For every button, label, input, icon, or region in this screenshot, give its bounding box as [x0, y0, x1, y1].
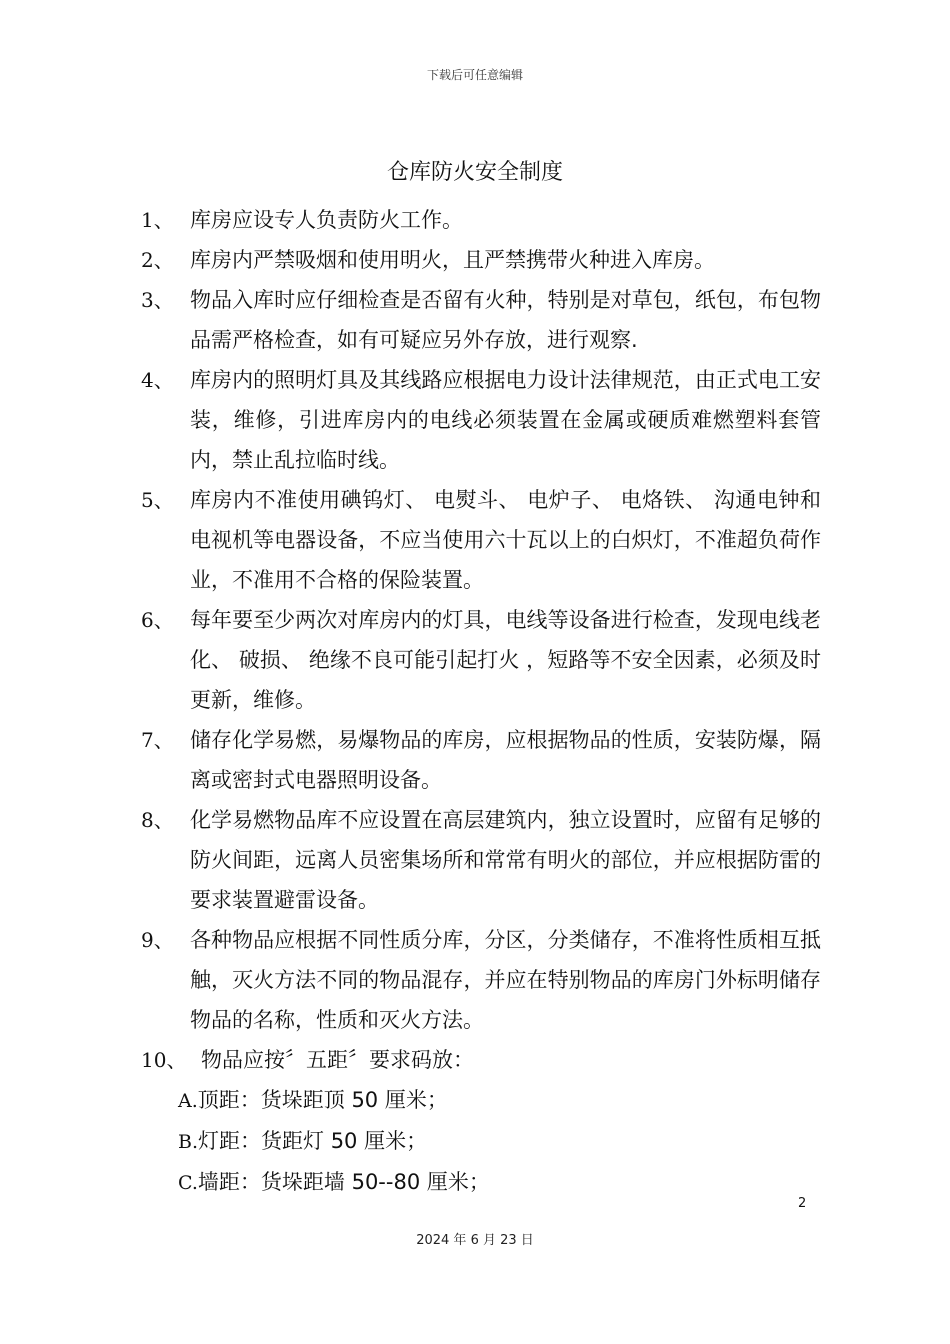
list-item	[141, 920, 821, 1040]
item-text: 库房内不准使用碘钨灯、 电熨斗、 电炉子、 电烙铁、 沟通电钟和电视机等电器设备，不应当使用六十瓦以上的白炽灯，不准超负荷作业，不准用不合格的保险装置。	[190, 488, 821, 592]
item-number: 7、	[141, 728, 174, 752]
page-header: 下载后可任意编辑	[426, 68, 523, 82]
item-text: 各种物品应根据不同性质分库，分区，分类储存，不准将性质相互抵触，灭火方法不同的物品混存，并应在特别物品的库房门外标明储存物品的名称，性质和灭火方法。	[190, 928, 821, 1032]
item-number: 4、	[141, 368, 174, 392]
item-text: 库房应设专人负责防火工作。	[190, 208, 463, 232]
sub-item-text: 墙距：货垛距墙 50--80 厘米；	[197, 1170, 490, 1194]
sub-item	[178, 1162, 821, 1203]
list-item	[141, 280, 821, 360]
list-item	[141, 600, 821, 720]
page-number: 2	[798, 1196, 807, 1211]
sub-item-label: C.	[178, 1172, 198, 1194]
item-number: 6、	[141, 608, 174, 632]
list-item	[141, 1040, 821, 1080]
list-item	[141, 480, 821, 600]
list-item	[141, 800, 821, 920]
list-item	[141, 240, 821, 280]
sub-item-label: B.	[178, 1131, 199, 1153]
item-number: 3、	[141, 288, 174, 312]
sub-item-text: 灯距：货距灯 50 厘米；	[198, 1129, 428, 1153]
footer-date: 2024 年 6 月 23 日	[416, 1233, 534, 1248]
list-item	[141, 360, 821, 480]
sub-item-label: A.	[178, 1090, 198, 1112]
item-number: 9、	[141, 928, 174, 952]
item-text: 物品入库时应仔细检查是否留有火种，特别是对草包，纸包，布包物品需严格检查，如有可疑应另外存放，进行观察.	[190, 288, 821, 352]
list-item	[141, 200, 821, 240]
item-number: 8、	[141, 808, 174, 832]
item-text: 库房内的照明灯具及其线路应根据电力设计法律规范，由正式电工安装，维修，引进库房内的电线必须装置在金属或硬质难燃塑料套管内，禁止乱拉临时线。	[190, 368, 821, 472]
sub-item	[178, 1080, 821, 1121]
document-title: 仓库防火安全制度	[386, 160, 563, 185]
item-number: 10、	[141, 1048, 187, 1072]
item-text: 储存化学易燃，易爆物品的库房，应根据物品的性质，安装防爆，隔离或密封式电器照明设备。	[190, 728, 821, 792]
list-item	[141, 720, 821, 800]
item-number: 5、	[141, 488, 174, 512]
item-text: 化学易燃物品库不应设置在高层建筑内，独立设置时，应留有足够的防火间距，远离人员密集场所和常常有明火的部位，并应根据防雷的要求装置避雷设备。	[190, 808, 821, 912]
item-number: 1、	[141, 208, 174, 232]
sub-item	[178, 1121, 821, 1162]
item-text: 库房内严禁吸烟和使用明火，且严禁携带火种进入库房。	[190, 248, 715, 272]
rules-list	[141, 200, 821, 1203]
item-number: 2、	[141, 248, 174, 272]
item-text: 每年要至少两次对库房内的灯具，电线等设备进行检查，发现电线老化、 破损、 绝缘不良可能引起打火 ，短路等不安全因素，必须及时更新，维修。	[190, 608, 821, 712]
sub-item-text: 顶距：货垛距顶 50 厘米；	[197, 1088, 448, 1112]
item-text: 物品应按〞五距〞要求码放：	[201, 1048, 474, 1072]
